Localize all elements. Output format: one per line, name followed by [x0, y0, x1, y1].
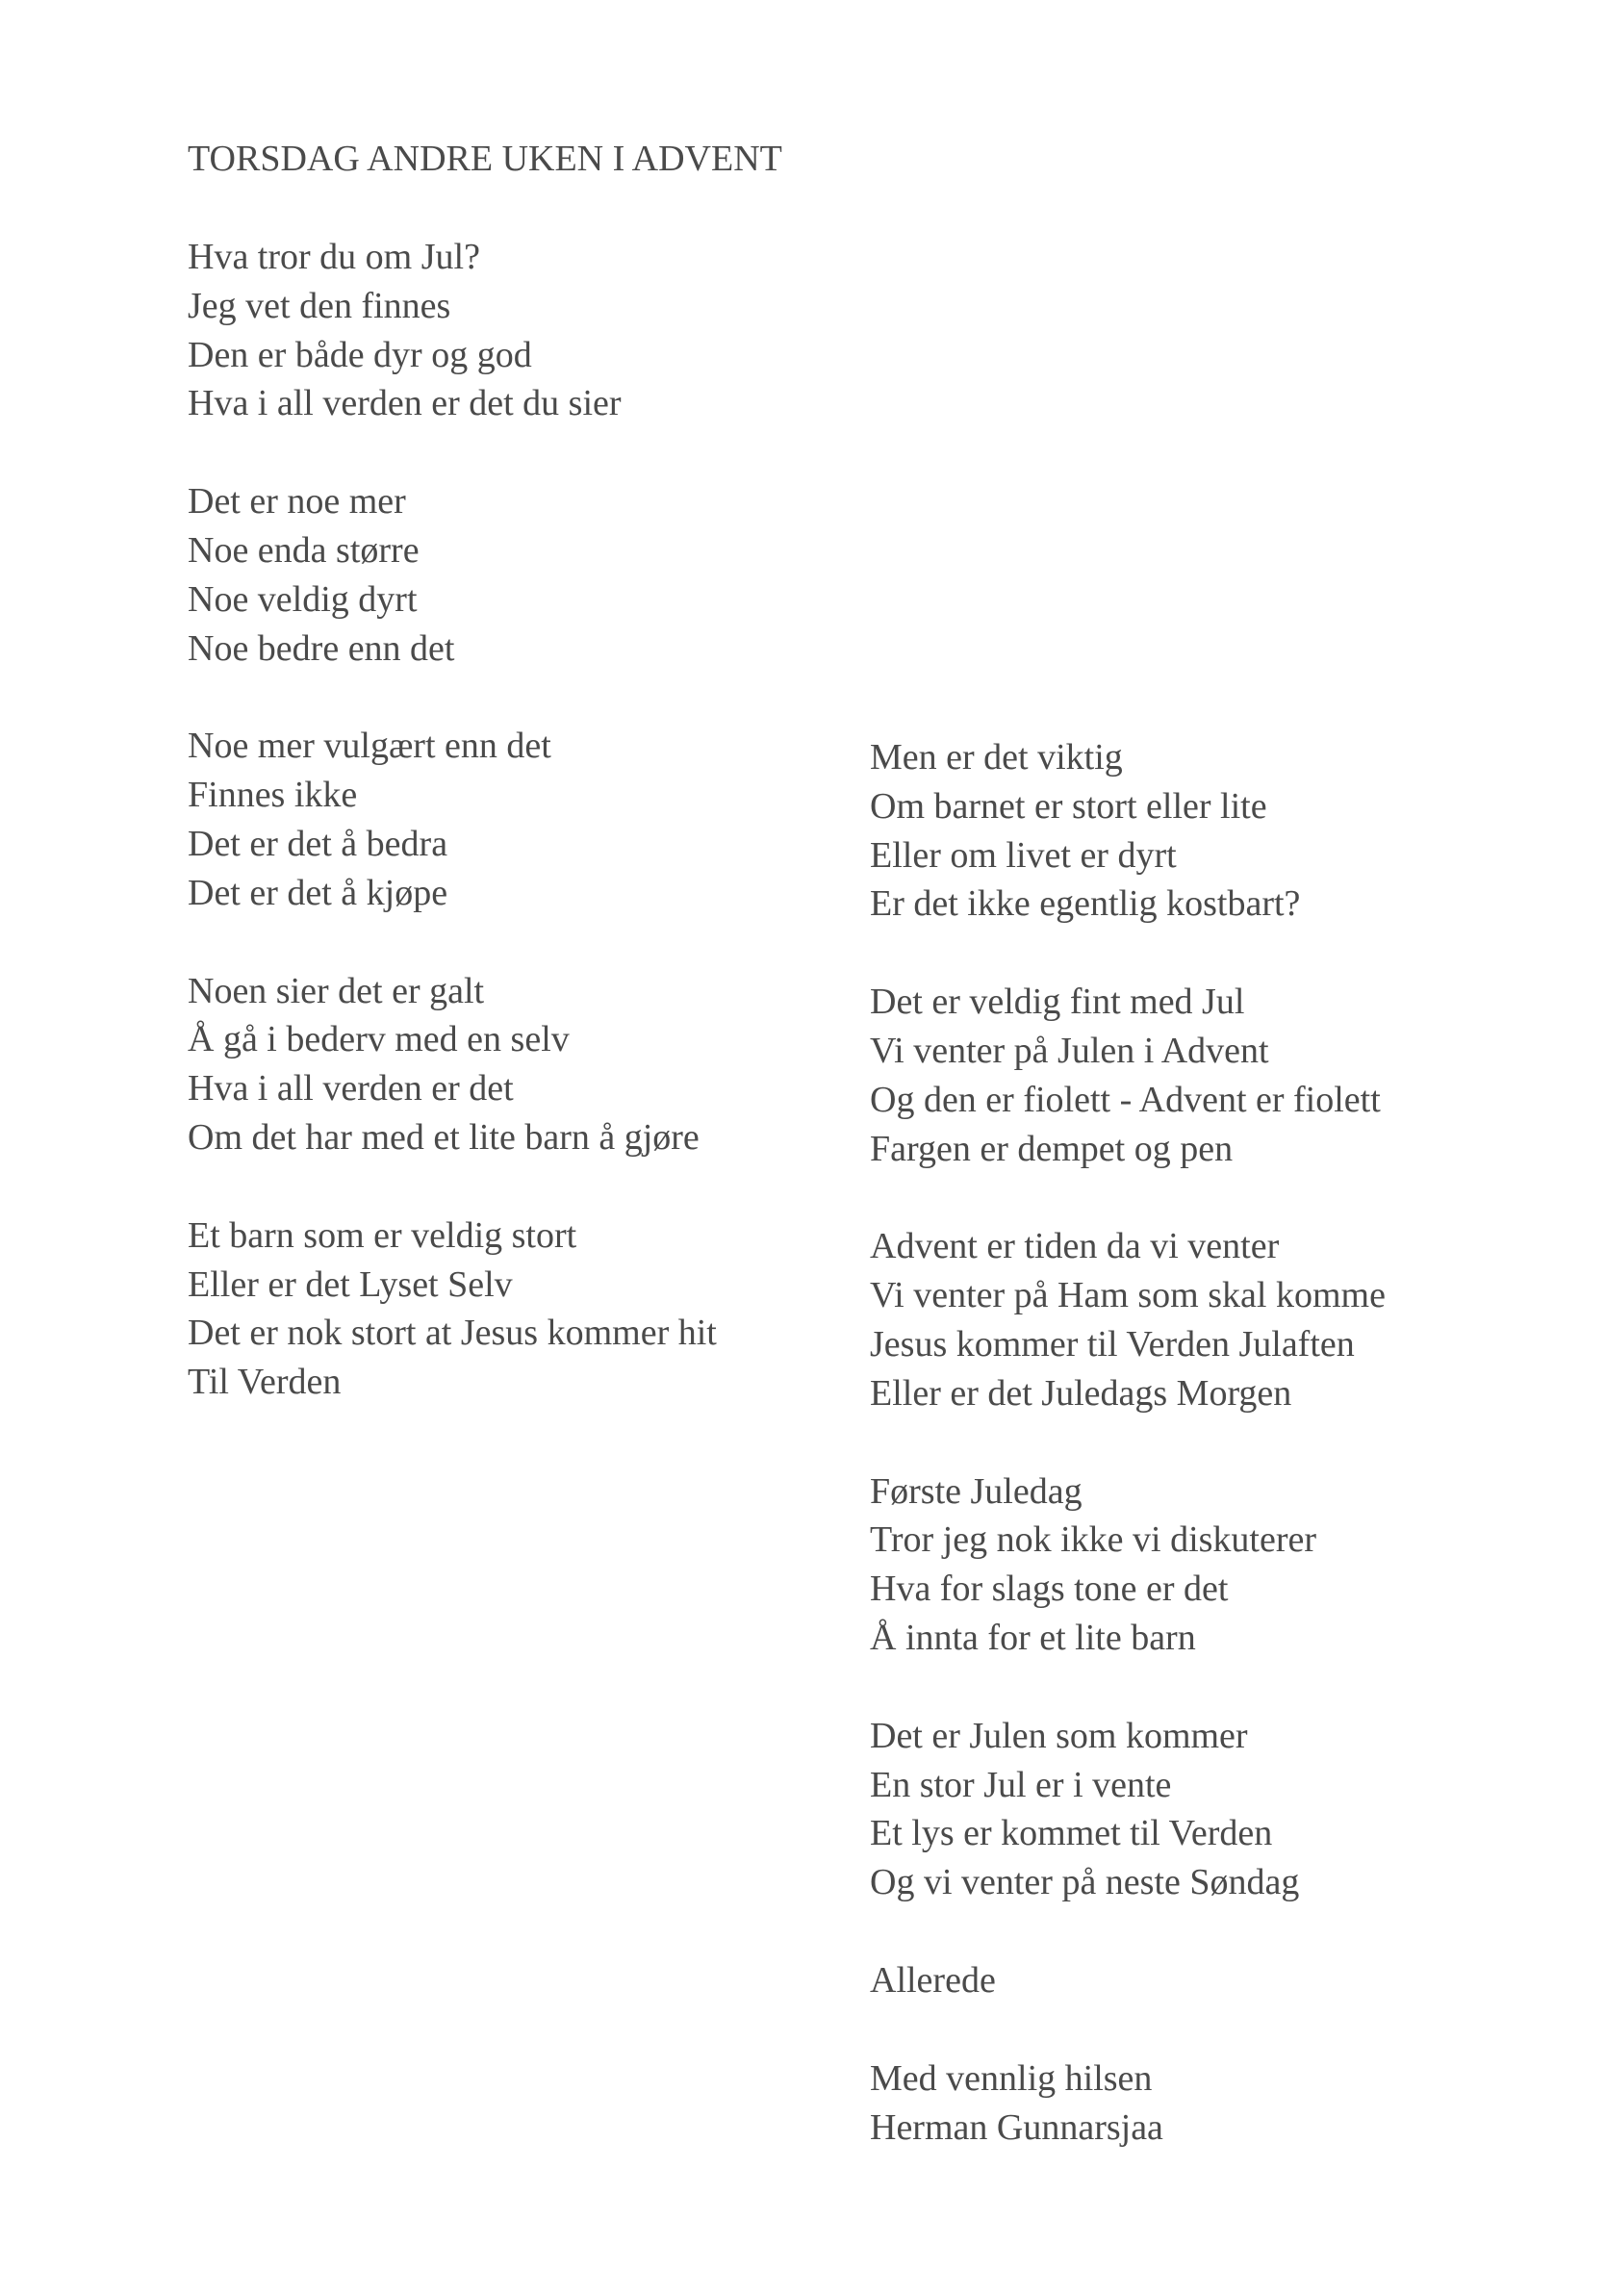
poem-line: Noe enda større: [188, 529, 420, 571]
poem-line: Tror jeg nok ikke vi diskuterer: [870, 1519, 1317, 1561]
poem-line: Men er det viktig: [870, 737, 1123, 778]
poem-line: Hva tror du om Jul?: [188, 237, 480, 277]
poem-line: Er det ikke egentlig kostbart?: [870, 883, 1301, 925]
poem-line: Noe bedre enn det: [188, 627, 455, 669]
page-title: TORSDAG ANDRE UKEN I ADVENT: [188, 139, 782, 179]
poem-column-left: [188, 233, 919, 1456]
author-name: Herman Gunnarsjaa: [870, 2106, 1163, 2148]
poem-line: Å innta for et lite barn: [870, 1617, 1196, 1658]
stanza: [188, 1212, 919, 1407]
poem-line: Fargen er dempet og pen: [870, 1128, 1234, 1169]
poem-line: Og den er fiolett - Advent er fiolett: [870, 1079, 1381, 1120]
poem-line: Noe mer vulgært enn det: [188, 726, 551, 767]
stanza: [870, 1467, 1601, 1663]
poem-line: Jesus kommer til Verden Julaften: [870, 1323, 1355, 1365]
poem-line: Vi venter på Julen i Advent: [870, 1030, 1269, 1071]
poem-line: Det er veldig fint med Jul: [870, 982, 1245, 1023]
poem-line: Finnes ikke: [188, 775, 358, 816]
poem-line: Advent er tiden da vi venter: [870, 1226, 1280, 1267]
poem-line: Jeg vet den finnes: [188, 285, 451, 326]
poem-line: En stor Jul er i vente: [870, 1764, 1172, 1805]
poem-line: Om det har med et lite barn å gjøre: [188, 1116, 700, 1158]
poem-line: Første Juledag: [870, 1470, 1083, 1512]
stanza: [870, 1222, 1601, 1417]
poem-line: Den er både dyr og god: [188, 334, 532, 375]
poem-line: Og vi venter på neste Søndag: [870, 1862, 1300, 1903]
stanza: [188, 477, 919, 673]
poem-line: Om barnet er stort eller lite: [870, 785, 1267, 827]
poem-line: Hva for slags tone er det: [870, 1569, 1229, 1610]
poem-line: Til Verden: [188, 1362, 342, 1403]
poem-line: Allerede: [870, 1959, 996, 2001]
poem-line: Vi venter på Ham som skal komme: [870, 1275, 1386, 1316]
stanza: [870, 1956, 1601, 2005]
poem-line: Eller er det Lyset Selv: [188, 1263, 513, 1305]
poem-column-right: [870, 733, 1601, 2201]
poem-line: Eller er det Juledags Morgen: [870, 1372, 1292, 1414]
poem-line: Det er det å bedra: [188, 823, 448, 864]
poem-line: Noe veldig dyrt: [188, 578, 418, 620]
poem-line: Det er det å kjøpe: [188, 872, 448, 913]
stanza: [188, 722, 919, 917]
poem-line: Å gå i bederv med en selv: [188, 1019, 570, 1060]
closing-greeting: Med vennlig hilsen: [870, 2057, 1153, 2099]
stanza: [188, 233, 919, 428]
poem-line: Det er Julen som kommer: [870, 1715, 1248, 1756]
poem-line: Det er noe mer: [188, 481, 406, 523]
poem-line: Eller om livet er dyrt: [870, 834, 1177, 876]
stanza: [870, 733, 1601, 929]
poem-line: Et barn som er veldig stort: [188, 1214, 577, 1256]
poem-line: Det er nok stort at Jesus kommer hit: [188, 1313, 717, 1354]
stanza: [188, 967, 919, 1162]
poem-line: Et lys er kommet til Verden: [870, 1813, 1273, 1854]
stanza: [870, 978, 1601, 1173]
signature-block: [870, 2054, 1601, 2153]
poem-line: Noen sier det er galt: [188, 970, 485, 1011]
stanza: [870, 1712, 1601, 1907]
poem-line: Hva i all verden er det: [188, 1068, 514, 1110]
poem-line: Hva i all verden er det du sier: [188, 383, 622, 424]
